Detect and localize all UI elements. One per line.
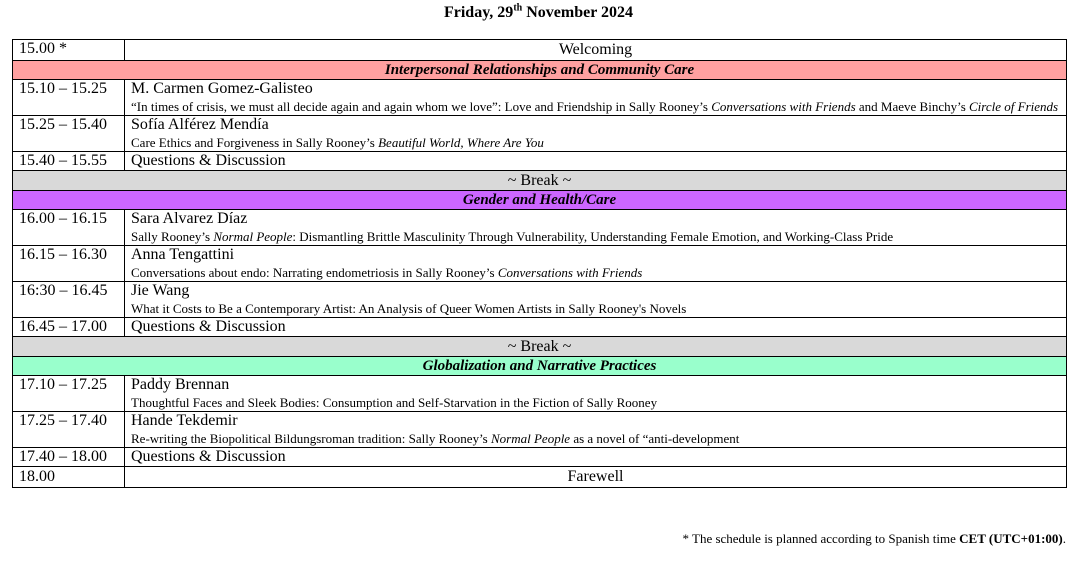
talk-title: Thoughtful Faces and Sleek Bodies: Consumption and Self-Starvation in the Fiction of Sally Rooney: [131, 395, 658, 410]
talk-cell: [125, 412, 1067, 448]
timezone-footnote: * The schedule is planned according to Spanish time CET (UTC+01:00).: [682, 531, 1066, 546]
schedule-row-talk: [13, 246, 1067, 282]
page-title: Friday, 29th November 2024: [443, 2, 634, 21]
session-header-3: [13, 357, 1067, 376]
schedule-row-discussion: [13, 448, 1067, 467]
event-label: Farewell: [125, 467, 1067, 488]
speaker-name: M. Carmen Gomez-Galisteo: [131, 80, 313, 97]
schedule-row-discussion: [13, 318, 1067, 337]
talk-cell: [125, 246, 1067, 282]
talk-cell: [125, 80, 1067, 116]
speaker-name: Jie Wang: [131, 282, 190, 299]
session-title: Interpersonal Relationships and Community Care: [13, 61, 1067, 80]
speaker-name: Sofía Alférez Mendía: [131, 116, 269, 133]
schedule-row-talk: [13, 376, 1067, 412]
time-cell: 15.10 – 15.25: [13, 80, 125, 116]
time-cell: 15.40 – 15.55: [13, 152, 125, 171]
schedule-row-talk: [13, 282, 1067, 318]
schedule-row-farewell: [13, 467, 1067, 488]
time-cell: 16.15 – 16.30: [13, 246, 125, 282]
time-cell: 17.25 – 17.40: [13, 412, 125, 448]
break-row: [13, 171, 1067, 191]
talk-title: Re-writing the Biopolitical Bildungsroman tradition: Sally Rooney’s Normal People as a novel of “anti-development: [131, 431, 740, 446]
session-title: Gender and Health/Care: [13, 191, 1067, 210]
schedule-row-discussion: [13, 152, 1067, 171]
time-cell: 15.00 *: [13, 40, 125, 61]
speaker-name: Paddy Brennan: [131, 376, 230, 393]
time-cell: 16.45 – 17.00: [13, 318, 125, 337]
break-label: ~ Break ~: [13, 171, 1067, 191]
event-label: Questions & Discussion: [125, 152, 1067, 171]
time-cell: 18.00: [13, 467, 125, 488]
session-title: Globalization and Narrative Practices: [13, 357, 1067, 376]
event-label: Questions & Discussion: [125, 448, 1067, 467]
break-row: [13, 337, 1067, 357]
talk-title: Care Ethics and Forgiveness in Sally Rooney’s Beautiful World, Where Are You: [131, 135, 544, 150]
talk-cell: [125, 376, 1067, 412]
talk-cell: [125, 282, 1067, 318]
time-cell: 15.25 – 15.40: [13, 116, 125, 152]
talk-title: “In times of crisis, we must all decide again and again whom we love”: Love and Friendship in Sally Rooney’s Conversations with Friends and Maeve Binchy’s Circle of Friends: [131, 99, 1059, 114]
talk-cell: [125, 116, 1067, 152]
time-cell: 17.40 – 18.00: [13, 448, 125, 467]
speaker-name: Anna Tengattini: [131, 246, 235, 263]
time-cell: 16:30 – 16.45: [13, 282, 125, 318]
event-label: Welcoming: [125, 40, 1067, 61]
schedule-row-talk: [13, 412, 1067, 448]
session-header-2: [13, 191, 1067, 210]
event-label: Questions & Discussion: [125, 318, 1067, 337]
speaker-name: Hande Tekdemir: [131, 412, 238, 429]
schedule-row-talk: [13, 116, 1067, 152]
talk-title: Conversations about endo: Narrating endometriosis in Sally Rooney’s Conversations with Friends: [131, 265, 643, 280]
schedule-row-talk: [13, 210, 1067, 246]
time-cell: 17.10 – 17.25: [13, 376, 125, 412]
break-label: ~ Break ~: [13, 337, 1067, 357]
schedule-row-welcoming: [13, 40, 1067, 61]
talk-cell: [125, 210, 1067, 246]
time-cell: 16.00 – 16.15: [13, 210, 125, 246]
schedule-table: [12, 39, 1067, 488]
session-header-1: [13, 61, 1067, 80]
talk-title: What it Costs to Be a Contemporary Artist: An Analysis of Queer Women Artists in Sally Rooney's Novels: [131, 301, 687, 316]
schedule-row-talk: [13, 80, 1067, 116]
speaker-name: Sara Alvarez Díaz: [131, 210, 248, 227]
talk-title: Sally Rooney’s Normal People: Dismantling Brittle Masculinity Through Vulnerability, Understanding Female Emotion, and Working-Class Pride: [131, 229, 894, 244]
